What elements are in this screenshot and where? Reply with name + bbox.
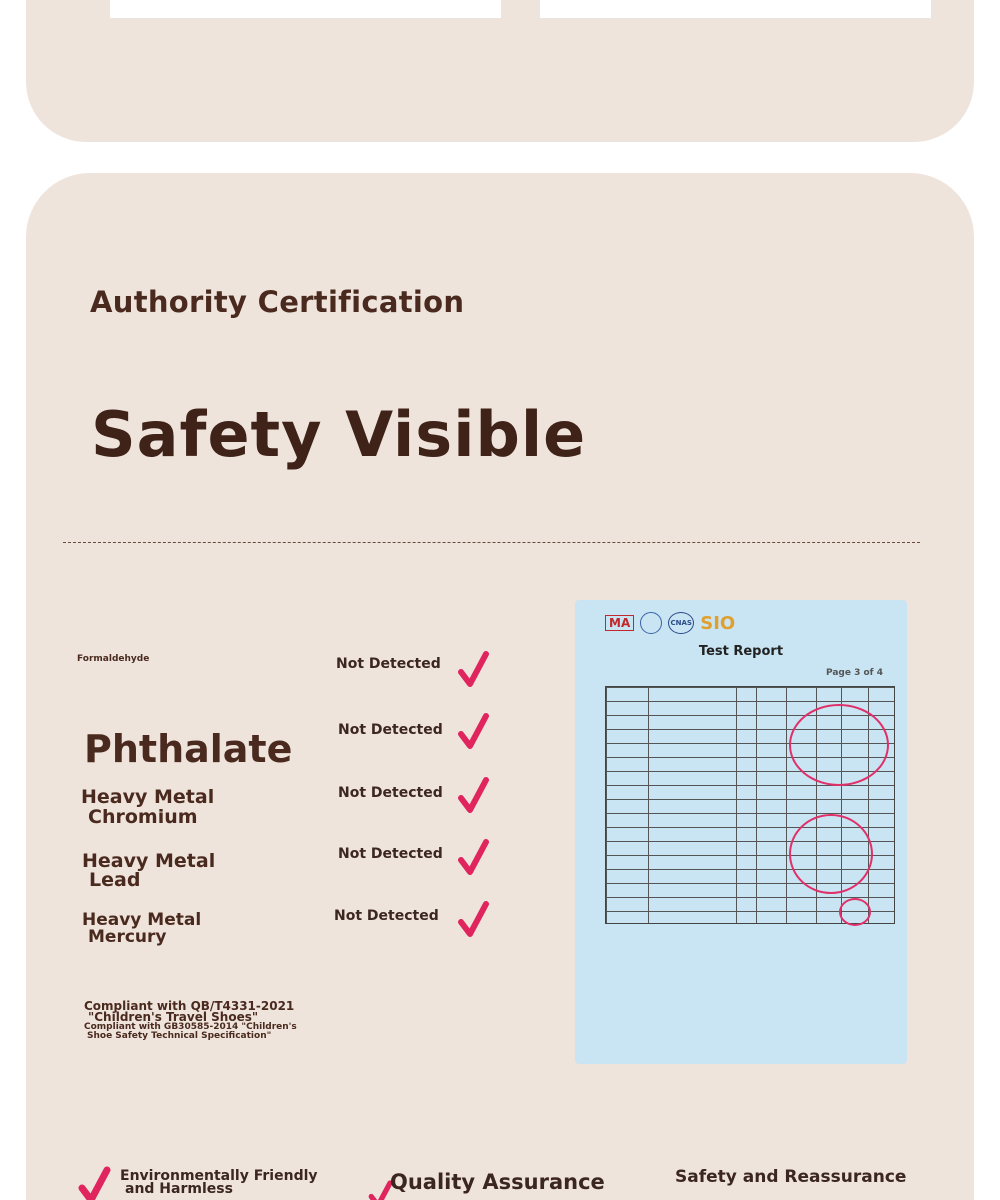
test-result-chromium: Not Detected — [338, 785, 443, 801]
highlight-circle — [789, 814, 873, 894]
check-icon — [458, 900, 490, 940]
table-column-line — [736, 687, 737, 923]
test-result-formaldehyde: Not Detected — [336, 656, 441, 672]
check-icon — [458, 650, 490, 690]
ilac-logo-icon — [640, 612, 662, 634]
section-subtitle: Authority Certification — [90, 285, 465, 319]
report-page-number: Page 3 of 4 — [826, 668, 883, 678]
cnas-logo: CNAS — [668, 612, 694, 634]
compliance-line1: Compliant with QB/T4331-2021 — [84, 999, 295, 1013]
test-result-phthalate: Not Detected — [338, 722, 443, 738]
bottom-item-safety: Safety and Reassurance — [675, 1167, 907, 1187]
check-icon — [458, 712, 490, 752]
check-icon — [458, 776, 490, 816]
test-label-mercury-line1: Heavy Metal — [82, 910, 202, 930]
test-label-mercury-line2: Mercury — [88, 927, 167, 947]
compliance-line2: "Children's Travel Shoes" — [88, 1010, 259, 1024]
table-column-line — [786, 687, 787, 923]
test-label-phthalate: Phthalate — [84, 727, 293, 771]
test-label-chromium-line1: Heavy Metal — [81, 786, 215, 808]
test-result-mercury: Not Detected — [334, 908, 439, 924]
test-label-formaldehyde: Formaldehyde — [77, 654, 150, 664]
compliance-line4: Shoe Safety Technical Specification" — [87, 1031, 272, 1041]
table-column-line — [648, 687, 649, 923]
section-title: Safety Visible — [91, 398, 587, 471]
features-panel — [540, 0, 931, 18]
bottom-item-eco-line1: Environmentally Friendly — [120, 1168, 318, 1184]
table-column-line — [756, 687, 757, 923]
bottom-item-quality: Quality Assurance — [390, 1170, 605, 1194]
highlight-circle — [789, 704, 889, 786]
ma-logo: MA — [605, 615, 634, 631]
report-title: Test Report — [698, 644, 784, 659]
test-report-image — [575, 600, 907, 1064]
check-icon — [76, 1166, 114, 1200]
dashed-divider — [63, 542, 920, 543]
compliance-line3: Compliant with GB30585-2014 "Children's — [84, 1022, 297, 1032]
top-card — [26, 0, 974, 142]
check-icon — [458, 838, 490, 878]
report-logos — [605, 612, 735, 634]
reverse-front-panel — [110, 0, 501, 18]
highlight-circle — [839, 898, 871, 926]
test-result-lead: Not Detected — [338, 846, 443, 862]
test-label-lead-line1: Heavy Metal — [82, 850, 216, 872]
sio-logo: SIO — [700, 612, 736, 634]
bottom-item-eco-line2: and Harmless — [125, 1181, 233, 1197]
test-label-lead-line2: Lead — [89, 869, 141, 891]
test-label-chromium-line2: Chromium — [88, 806, 198, 828]
